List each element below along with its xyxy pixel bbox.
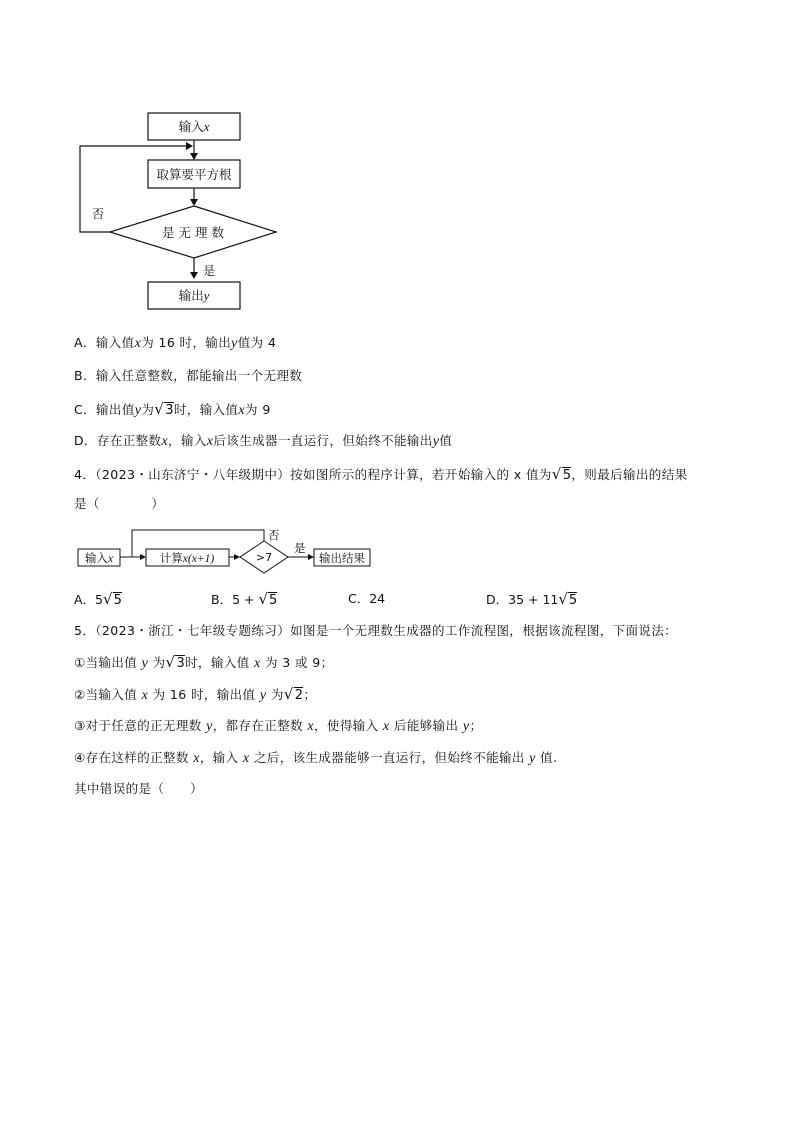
q4-option-a: A．5√5 — [74, 590, 122, 608]
flowchart-irrational-generator — [70, 105, 290, 315]
q3-option-b: B．输入任意整数，都能输出一个无理数 — [74, 368, 303, 383]
flow2-input-text: 输入x — [84, 551, 114, 565]
q5-statement-4: ④存在这样的正整数 x，输入 x 之后，该生成器能够一直运行，但始终不能输出 y 值. — [74, 750, 558, 766]
flow2-condition-text: >7 — [255, 551, 273, 564]
flow2-compute-text: 计算x(x+1) — [159, 551, 215, 565]
q4-option-d: D．35 + 11√5 — [486, 590, 578, 608]
q4-option-c: C．24 — [348, 591, 386, 606]
flow1-input-text: 输入x — [178, 119, 210, 134]
q4-stem-line2: 是（ ） — [74, 496, 165, 511]
flowchart-q4 — [74, 525, 384, 575]
q5-statement-2: ②当输入值 x 为 16 时，输出值 y 为√2； — [74, 685, 317, 703]
flow1-sqrt-text: 取算要平方根 — [156, 167, 232, 182]
q3-option-a: A．输入值x为 16 时，输出y值为 4 — [74, 335, 277, 351]
flow1-yes-label: 是 — [203, 264, 216, 278]
flow2-yes-label: 是 — [294, 541, 306, 555]
q3-option-d: D．存在正整数x，输入x后该生成器一直运行，但始终不能输出y值 — [74, 433, 453, 449]
q4-option-b: B．5 + √5 — [211, 590, 278, 608]
flow2-no-label: 否 — [268, 528, 280, 542]
flow1-decision-text: 是 无 理 数 — [162, 225, 224, 240]
q4-stem: 4．（2023・山东济宁・八年级期中）按如图所示的程序计算，若开始输入的 x 值为√5，则最后输出的结果 — [74, 465, 688, 483]
flow1-output-text: 输出y — [178, 288, 210, 303]
q5-question: 其中错误的是（ ） — [74, 781, 204, 796]
flow1-no-label: 否 — [92, 207, 105, 221]
flow2-output-text: 输出结果 — [319, 551, 365, 565]
q5-stem: 5．（2023・浙江・七年级专题练习）如图是一个无理数生成器的工作流程图，根据该流程图，下面说法： — [74, 623, 678, 638]
q5-statement-3: ③对于任意的正无理数 y，都存在正整数 x，使得输入 x 后能够输出 y； — [74, 718, 483, 734]
q5-statement-1: ①当输出值 y 为√3时，输入值 x 为 3 或 9； — [74, 653, 334, 671]
q3-option-c: C．输出值y为√3时，输入值x为 9 — [74, 400, 271, 418]
